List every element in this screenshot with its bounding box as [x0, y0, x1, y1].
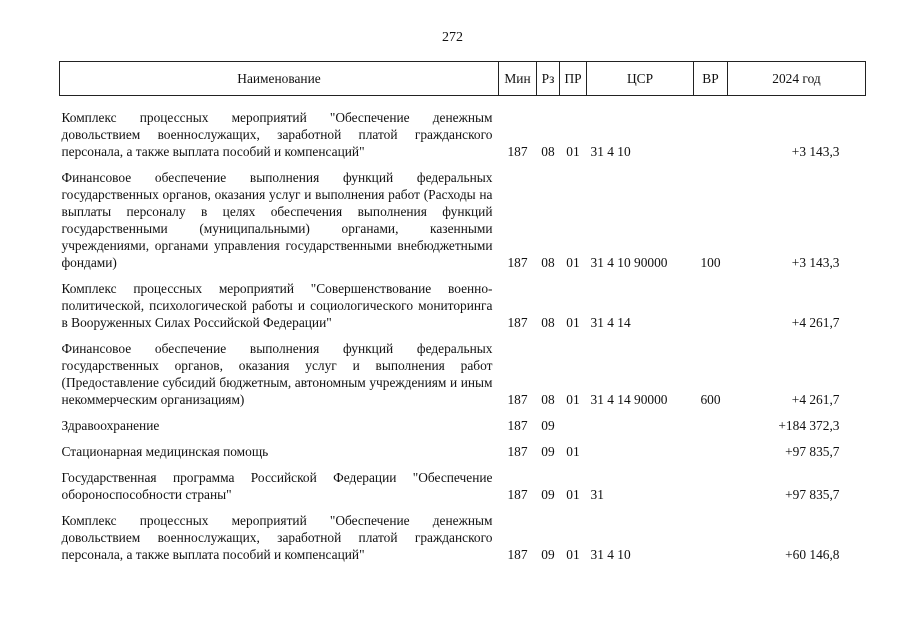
- row-rz: 08: [541, 255, 555, 270]
- row-rz: 08: [541, 315, 555, 330]
- row-min: 187: [507, 418, 528, 433]
- page-number: 272: [442, 30, 463, 45]
- header-vr: ВР: [694, 62, 728, 96]
- row-amount: +3 143,3: [791, 255, 840, 270]
- row-name: Комплекс процессных мероприятий "Совершенствование военно-политической, психологической работы и социологического мониторинга в Вооруженных Силах Российской Федерации": [61, 281, 493, 330]
- row-csr: 31: [590, 487, 604, 502]
- table-row: [60, 274, 866, 334]
- row-csr: [587, 437, 694, 463]
- row-csr: 31 4 10 90000: [590, 255, 668, 270]
- row-pr: 01: [566, 144, 580, 159]
- header-min: Мин: [499, 62, 537, 96]
- table-row: [60, 411, 866, 437]
- row-csr: 31 4 10: [590, 547, 631, 562]
- row-pr: 01: [566, 255, 580, 270]
- table-row: [60, 334, 866, 411]
- row-rz: 09: [541, 487, 555, 502]
- row-pr: 01: [566, 315, 580, 330]
- table-header-row: [60, 62, 866, 96]
- row-vr: 100: [700, 255, 721, 270]
- row-amount: +4 261,7: [791, 315, 840, 330]
- table-row: [60, 437, 866, 463]
- header-pr: ПР: [560, 62, 587, 96]
- row-min: 187: [507, 315, 528, 330]
- row-min: 187: [507, 547, 528, 562]
- row-csr: [587, 411, 694, 437]
- row-amount: +184 372,3: [778, 418, 840, 433]
- row-pr: 01: [566, 487, 580, 502]
- row-pr: [560, 411, 587, 437]
- row-name: Финансовое обеспечение выполнения функций федеральных государственных органов, оказания услуг и выполнения работ (Предоставление субсидий бюджетным, автономным учреждениям и иным некоммерческим организациям): [61, 341, 493, 407]
- table-row: [60, 506, 866, 566]
- row-rz: 09: [541, 547, 555, 562]
- row-min: 187: [507, 144, 528, 159]
- row-rz: 08: [541, 144, 555, 159]
- row-min: 187: [507, 444, 528, 459]
- row-csr: 31 4 14 90000: [590, 392, 668, 407]
- row-name: Комплекс процессных мероприятий "Обеспечение денежным довольствием военнослужащих, заработной платой гражданского персонала, а также выплата пособий и компенсаций": [61, 513, 493, 562]
- budget-table: [59, 61, 866, 566]
- row-amount: +60 146,8: [785, 547, 840, 562]
- header-csr: ЦСР: [587, 62, 694, 96]
- row-pr: 01: [566, 444, 580, 459]
- row-rz: 09: [541, 418, 555, 433]
- row-csr: 31 4 10: [590, 144, 631, 159]
- row-rz: 08: [541, 392, 555, 407]
- row-rz: 09: [541, 444, 555, 459]
- row-vr: [694, 437, 728, 463]
- row-name: Здравоохранение: [61, 418, 160, 433]
- row-amount: +97 835,7: [785, 444, 840, 459]
- row-name: Стационарная медицинская помощь: [61, 444, 269, 459]
- row-vr: [694, 96, 728, 164]
- row-name: Комплекс процессных мероприятий "Обеспечение денежным довольствием военнослужащих, заработной платой гражданского персонала, а также выплата пособий и компенсаций": [61, 110, 493, 159]
- header-year: 2024 год: [728, 62, 866, 96]
- row-min: 187: [507, 392, 528, 407]
- row-pr: 01: [566, 547, 580, 562]
- row-name: Финансовое обеспечение выполнения функций федеральных государственных органов, оказания услуг и выполнения работ (Расходы на выплаты персоналу в целях обеспечения выполнения функций государственными (муниципальными) органами, казенными учреждениями, органами управления государственными внебюджетными фондами): [61, 170, 493, 270]
- row-name: Государственная программа Российской Федерации "Обеспечение обороноспособности страны": [61, 470, 493, 502]
- row-pr: 01: [566, 392, 580, 407]
- row-csr: 31 4 14: [590, 315, 631, 330]
- row-min: 187: [507, 255, 528, 270]
- row-vr: [694, 411, 728, 437]
- header-rz: Рз: [537, 62, 560, 96]
- row-vr: [694, 506, 728, 566]
- row-min: 187: [507, 487, 528, 502]
- table-row: [60, 463, 866, 506]
- row-amount: +3 143,3: [791, 144, 840, 159]
- row-vr: [694, 463, 728, 506]
- header-name: Наименование: [60, 62, 499, 96]
- table-row: [60, 96, 866, 164]
- row-amount: +97 835,7: [785, 487, 840, 502]
- table-row: [60, 163, 866, 274]
- row-amount: +4 261,7: [791, 392, 840, 407]
- row-vr: 600: [700, 392, 721, 407]
- row-vr: [694, 274, 728, 334]
